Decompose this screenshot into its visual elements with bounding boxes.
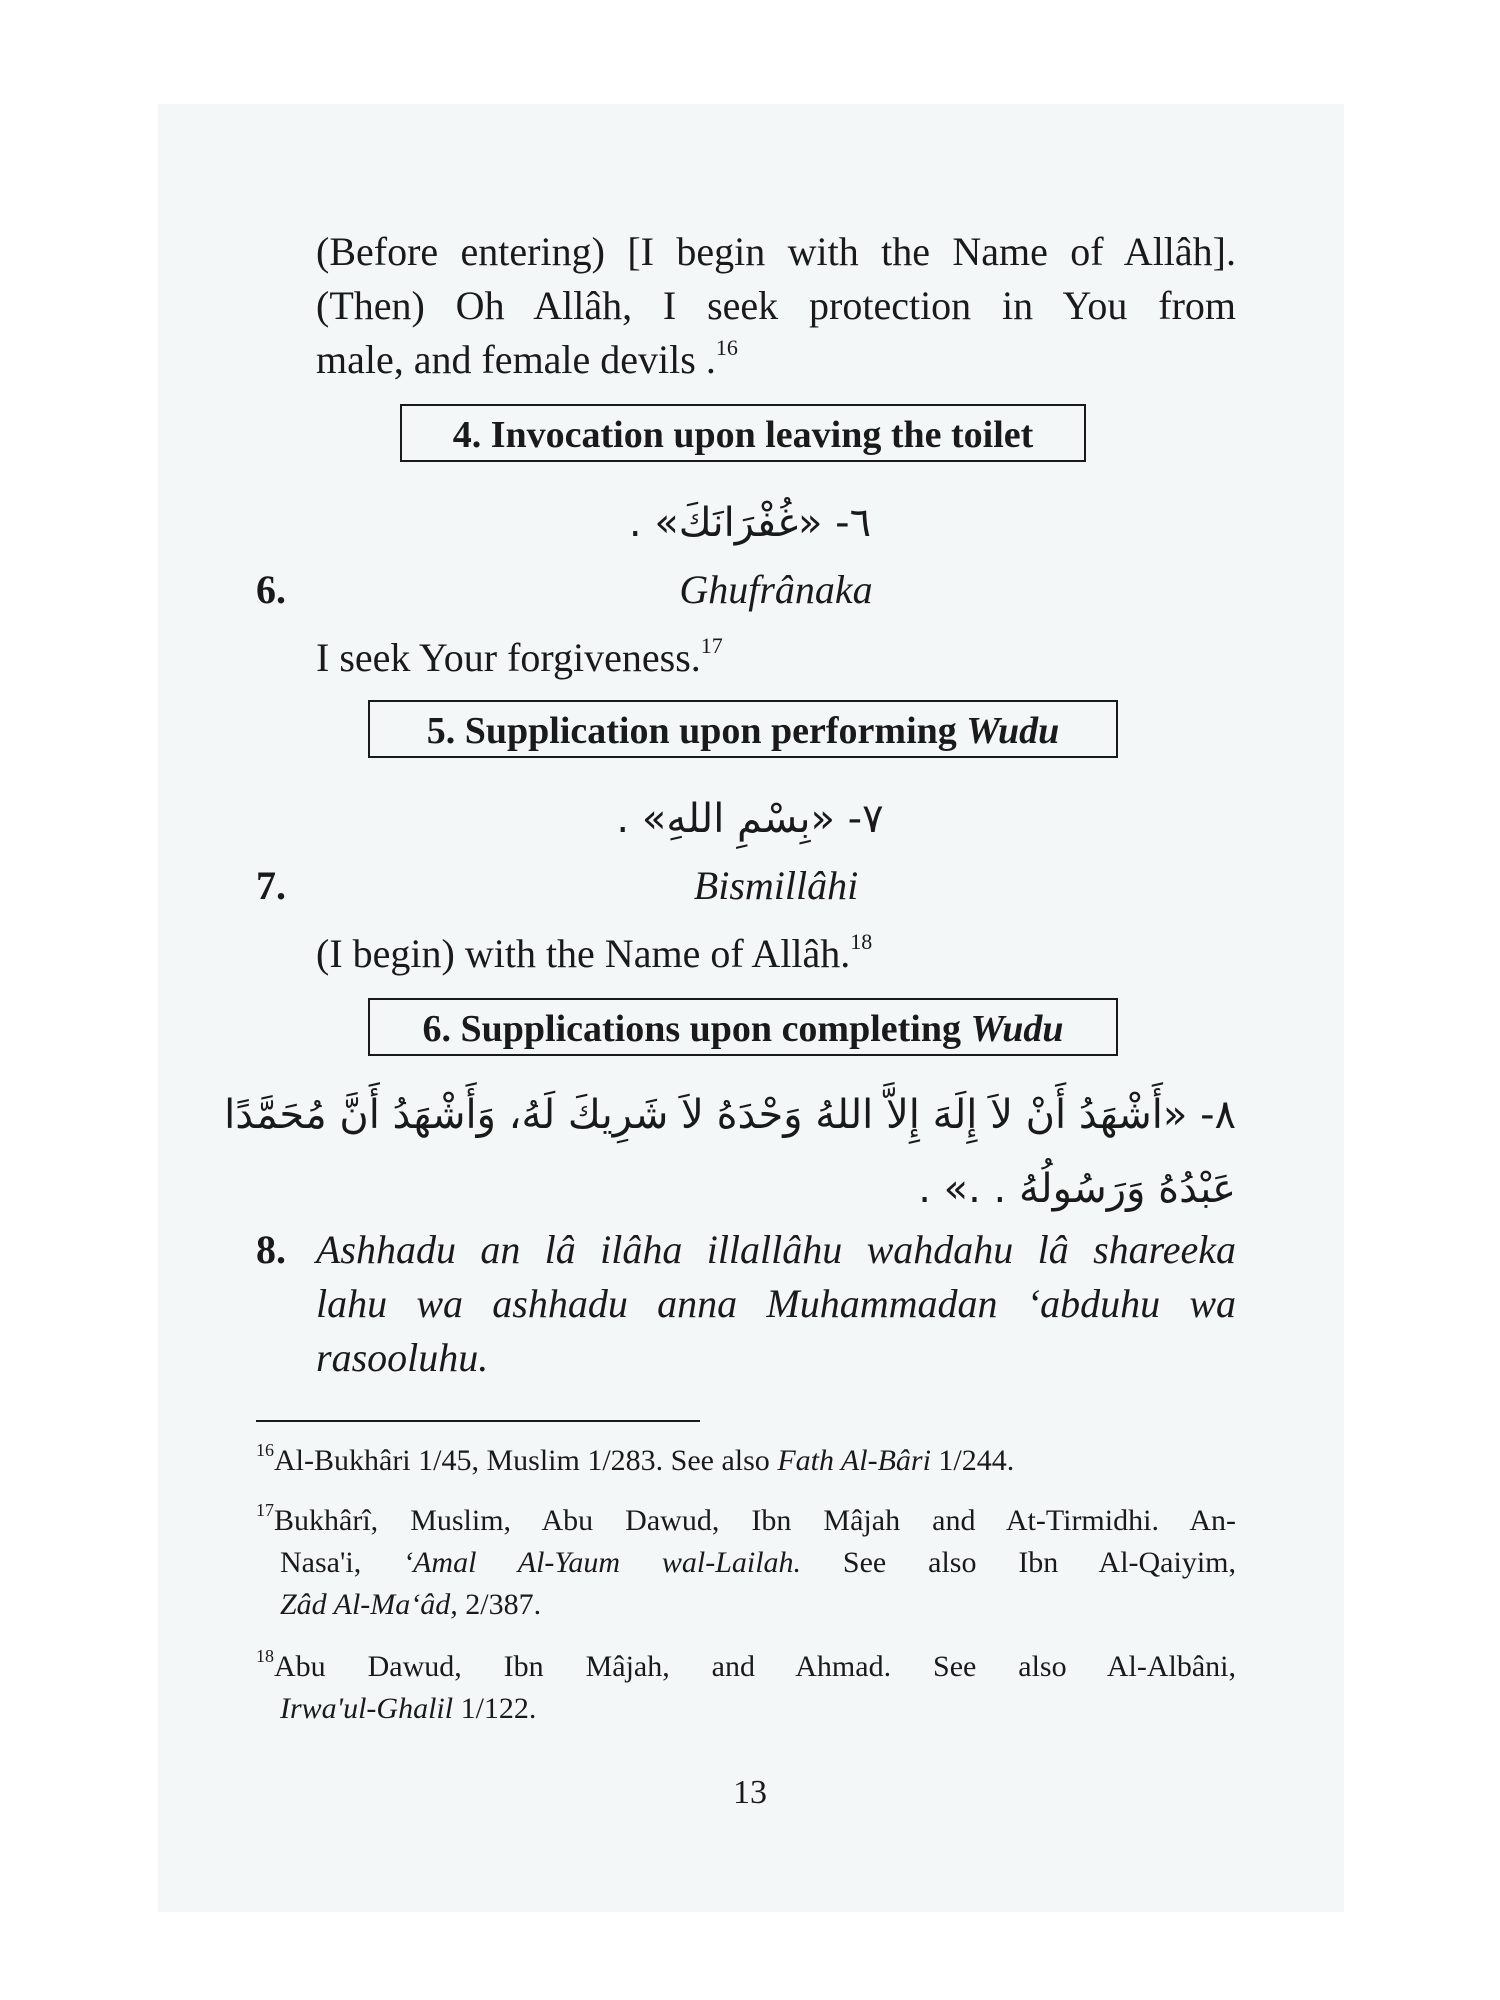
- footnote-mark-16: 16: [256, 1440, 274, 1460]
- item-number-7: 7.: [256, 863, 286, 908]
- intro-line-3: male, and female devils .$^{16}$: [316, 335, 738, 382]
- arabic-text-8-line-1: ٨- «أَشْهَدُ أَنْ لاَ إِلَهَ إِلاَّ اللهُ وَحْدَهُ لاَ شَرِيكَ لَهُ، وَأَشْهَدُ أَنَّ مُحَمَّدًا: [224, 1092, 1236, 1138]
- arabic-text-6: ٦- «غُفْرَانَكَ» .: [628, 500, 872, 546]
- section-heading-5: 5. Supplication upon performing Wudu: [368, 700, 1118, 758]
- footnote-ref-18: 18: [850, 929, 873, 954]
- arabic-text-7: ٧- «بِسْمِ اللهِ» .: [616, 796, 884, 842]
- transliteration-8-line-2: lahu wa ashhadu anna Muhammadan ‘abduhu wa: [316, 1281, 1236, 1326]
- transliteration-7: Bismillâhi: [693, 863, 859, 908]
- footnote-16: $^{16}$Al-Bukhâri 1/45, Muslim 1/283. See also Fath Al-Bâri 1/244.: [256, 1440, 1015, 1477]
- footnote-17: $^{17}$Bukhârî, Muslim, Abu Dawud, Ibn Mâjah and At-Tirmidhi. An- Nasa'i, ‘Amal Al-Yaum wal-Lailah. See also Ibn Al-Qaiyim, Zâd Al-Ma‘âd, 2/387.: [256, 1500, 1237, 1621]
- intro-line-1: (Before entering) [I begin with the Name of Allâh].: [316, 229, 1236, 274]
- footnote-18: $^{18}$Abu Dawud, Ibn Mâjah, and Ahmad. See also Al-Albâni, Irwa'ul-Ghalil 1/122.: [256, 1646, 1236, 1725]
- item-number-8: 8.: [256, 1227, 286, 1272]
- footnote-ref-17: 17: [700, 633, 723, 658]
- arabic-text-8-line-2: عَبْدُهُ وَرَسُولُهُ . .» .: [918, 1166, 1236, 1212]
- item-number-6: 6.: [256, 567, 286, 612]
- page-number: 13: [733, 1774, 767, 1811]
- transliteration-8-line-3: rasooluhu.: [316, 1335, 489, 1380]
- translation-6: I seek Your forgiveness.$^{17}$: [316, 633, 723, 680]
- section-heading-4: 4. Invocation upon leaving the toilet: [400, 404, 1086, 462]
- translation-7: (I begin) with the Name of Allâh.$^{18}$: [316, 929, 873, 976]
- transliteration-6: Ghufrânaka: [679, 567, 873, 612]
- footnote-divider: [256, 1420, 700, 1422]
- intro-line-2: (Then) Oh Allâh, I seek protection in You from: [316, 283, 1236, 328]
- footnote-mark-18: 18: [256, 1646, 274, 1666]
- transliteration-8-line-1: Ashhadu an lâ ilâha illallâhu wahdahu lâ shareeka: [316, 1227, 1236, 1272]
- footnote-ref-16: 16: [715, 335, 738, 360]
- section-heading-6: 6. Supplications upon completing Wudu: [368, 998, 1118, 1056]
- footnote-mark-17: 17: [256, 1500, 274, 1520]
